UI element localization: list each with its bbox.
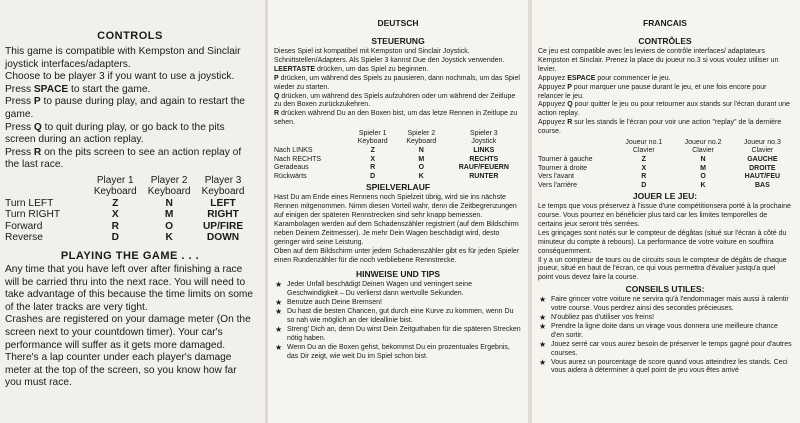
french-p-line: Appuyez P pour marquer une pause durant le jeu, et une fois encore pour relancer le jeu.: [538, 83, 767, 100]
french-tips-title: CONSEILS UTILES:: [625, 284, 705, 295]
star-icon: ★: [539, 313, 547, 323]
list-item: ★ Vous aurez un pourcentage de score quand vous atteindrez les stands. Ceci vous aidera à déterminer à quel point de jeu vous êtes arrivé: [539, 357, 788, 375]
star-icon: ★: [539, 295, 547, 305]
table-row: Tourner à droite X M DROITE: [538, 164, 776, 172]
table-header: Player 3 Keyboard: [201, 174, 245, 197]
list-item: ★ Faire grincer votre voiture ne servira qu'à l'endommager mais aussi à ralentir votre course. Vous perdrez ainsi des secondes précieuses.: [539, 295, 789, 313]
german-space-line: LEERTASTE drücken, um das Spiel zu beginnen.: [274, 65, 429, 73]
star-icon: ★: [539, 321, 547, 331]
list-item: ★ Benutze auch Deine Bremsen!: [275, 298, 382, 308]
list-item: ★ Wenn Du an die Boxen gehst, bekommst Du ein prozentuales Ergebnis, das Dir zeigt, wie weit Du im Spiel schon bist.: [275, 342, 510, 360]
star-icon: ★: [275, 298, 283, 308]
star-icon: ★: [275, 342, 283, 352]
table-row: Forward R O UP/FIRE: [5, 220, 244, 232]
french-play-para-1: Le temps que vous préservez à l'issue d'une compétitionsera porté à la prochaine course. Vous pourrez en bénéficier plus tard car les limites temporelles de certains jeux seront très serrées.: [538, 203, 791, 228]
french-space-line: Appuyez ESPACE pour commencer le jeu.: [538, 74, 671, 82]
table-row: Nach RECHTS X M RECHTS: [274, 155, 499, 163]
table-header: Spieler 3 Joystick: [470, 130, 498, 146]
table-row: Rückwärts D K RUNTER: [274, 172, 499, 180]
table-row: Geradeaus R O RAUF/FEUERN: [274, 164, 509, 172]
german-play-para-2: Karambolagen werden auf dem Schadenszähler registriert (auf dem Bildschirm neben Deinem Zeitmesser). Je mehr Dein Wagen beschädigt wird, desto geringer wird seine Leistung.: [274, 220, 519, 246]
german-tips-list: [274, 281, 522, 361]
list-item: ★ Du hast die besten Chancen, gut durch eine Kurve zu kommen, wenn Du so nah wie möglich an der Ideallinie bist.: [275, 307, 514, 325]
french-tips-list: [538, 296, 792, 376]
english-panel: [0, 0, 265, 423]
table-row: Nach LINKS Z N LINKS: [274, 147, 495, 155]
table-header: Joueur no.1 Clavier: [625, 139, 663, 155]
german-r-line: R drücken während Du an den Boxen bist, um das letze Rennen in Zeitlupe zu sehen.: [274, 110, 518, 127]
table-header: Spieler 2 Keyboard: [406, 130, 437, 146]
french-panel: [532, 0, 800, 423]
star-icon: ★: [275, 280, 283, 290]
list-item: ★ N'oubliez pas d'utiliser vos freins!: [539, 313, 655, 323]
english-q-line: Press Q to quit during play, or go back to the pits screen during an action replay.: [5, 121, 225, 146]
list-item: ★ Jouez serré car vous aurez besoin de préserver le temps gagné pour d'autres courses.: [539, 339, 792, 357]
french-controls-table: [538, 138, 792, 190]
table-row: Turn LEFT Z N LEFT: [5, 197, 236, 209]
french-play-para-2: Les grinçages sont notés sur le compteur de dégâtas (situé sur l'écran à côté du minuteur du compte à rebours). La performance de votre voiture en souffrira conséquemment.: [538, 229, 787, 255]
german-tips-title: HINWEISE UND TIPS: [355, 269, 441, 280]
table-row: Reverse D K DOWN: [5, 232, 240, 244]
star-icon: ★: [275, 324, 283, 334]
french-play-para-3: Il y a un compteur de tours ou de circuits sous le compteur de dégâts de chaque joueur, situé en haut de l'écran, ce qui vous permettra d'évaluer justqu'a quel point vous devez faire la course.: [538, 256, 787, 282]
star-icon: ★: [275, 307, 283, 317]
english-p-line: Press P to pause during play, and again to restart the game.: [5, 96, 245, 120]
table-row: Vers l'avant R O HAUT/FEU: [538, 173, 781, 181]
table-row: Tourner à gauche Z N GAUCHE: [538, 156, 778, 164]
english-controls-table: [5, 174, 250, 244]
english-r-line: Press R on the pits screen to see an action replay of the last race.: [5, 146, 242, 171]
french-language-heading: FRANCAIS: [643, 18, 687, 28]
table-header: Player 2 Keyboard: [147, 174, 191, 197]
english-controls-title: CONTROLS: [97, 30, 163, 42]
table-header: Spieler 1 Keyboard: [357, 130, 388, 146]
list-item: ★ Streng' Dich an, denn Du wirst Dein Zeitguthaben für die späteren Strecken nötig haben.: [275, 324, 521, 342]
english-play-para-2: Crashes are registered on your damage meter (On the screen next to your countdown timer). Your car's performance will suffer as it gets more damaged.: [5, 314, 251, 351]
star-icon: ★: [539, 339, 547, 349]
english-play-para-3: There's a lap counter under each player's damage meter at the top of the screen, so you know how far you must race.: [5, 352, 237, 389]
list-item: ★ Prendre la ligne doite dans un virage vous donnera une meilleure chance d'en sortir.: [539, 321, 778, 339]
german-controls-title: STEUERUNG: [371, 36, 425, 46]
german-play-para-3: Oben auf dem Bildschirm unter jedem Schadenszähler gibt es für jeden Spieler einen Rundenzähler für die noch verbliebene Rennstrecke.: [274, 247, 520, 264]
german-p-line: P drücken, um während des Spiels zu pausieren, dann nochmals, um das Spiel wieder zu starten.: [274, 74, 520, 91]
french-r-line: Appuyez R sur les stands le l'écran pour voir une action "replay" de la dernière course.: [538, 119, 782, 136]
list-item: ★ Jeder Unfall beschädigt Deinen Wagen und verringert seine Geschwindigkeit – Du verlierst dann wertvolle Sekunden.: [275, 280, 472, 298]
english-play-para-1: Any time that you have left over after finishing a race will be carried thru into the next race. You will need to take advantage of this because the time limits on some of the later tracks are very tight.: [5, 263, 254, 313]
star-icon: ★: [539, 357, 547, 367]
english-player3-text: Choose to be player 3 if you want to use a joystick.: [5, 71, 235, 83]
german-language-heading: DEUTSCH: [377, 18, 419, 28]
german-compat-text: Dieses Spiel ist kompatibel mit Kempston und Sinclair Joystick. Schnittstellen/Adapters. Als Spieler 3 kannst Due den Joystick verwenden.: [274, 48, 505, 64]
german-panel: [268, 0, 528, 423]
english-playing-title: PLAYING THE GAME . . .: [60, 249, 200, 262]
table-header: Joueur no.2 Clavier: [684, 139, 722, 155]
table-header: Player 1 Keyboard: [93, 174, 137, 197]
table-row: Vers l'arrière D K BAS: [538, 181, 770, 189]
table-row: Turn RIGHT X M RIGHT: [5, 209, 239, 221]
german-playing-title: SPIELVERLAUF: [365, 182, 431, 193]
french-playing-title: JOUER LE JEU:: [632, 191, 698, 202]
german-controls-table: [274, 129, 522, 181]
german-q-line: Q drücken, um während des Spiels aufzuhören oder um während der Zeitlupe zu den Boxen zurückzukehren.: [274, 92, 516, 109]
german-play-para-1: Hast Du am Ende eines Rennens noch Spielzeit übrig, wird sie ins nächste Rennen mitgenommen. Nimm diesen Vorteil wahr, denn die Zeitbegrenzungen auf einigen der späteren Rennstrecken sind sehr knapp bemessen.: [274, 194, 517, 219]
french-q-line: Appuyez Q pour quitter le jeu ou pour retourner aux stands sur l'écran durant une action replay.: [538, 101, 790, 118]
table-header: Joueur no.3 Clavier: [743, 139, 781, 155]
english-space-line: Press SPACE to start the game.: [5, 83, 151, 95]
english-compat-text: This game is compatible with Kempston and Sinclair joystick interfaces/adapters.: [5, 46, 241, 70]
french-controls-title: CONTRÔLES: [638, 36, 692, 46]
french-compat-text: Ce jeu est compatible avec les leviers de contrôle interfaces/ adaptateurs Kempston et Sinclair. Prenez la place du joueur no.3 si vous voulez utiliser un levier.: [538, 48, 779, 73]
